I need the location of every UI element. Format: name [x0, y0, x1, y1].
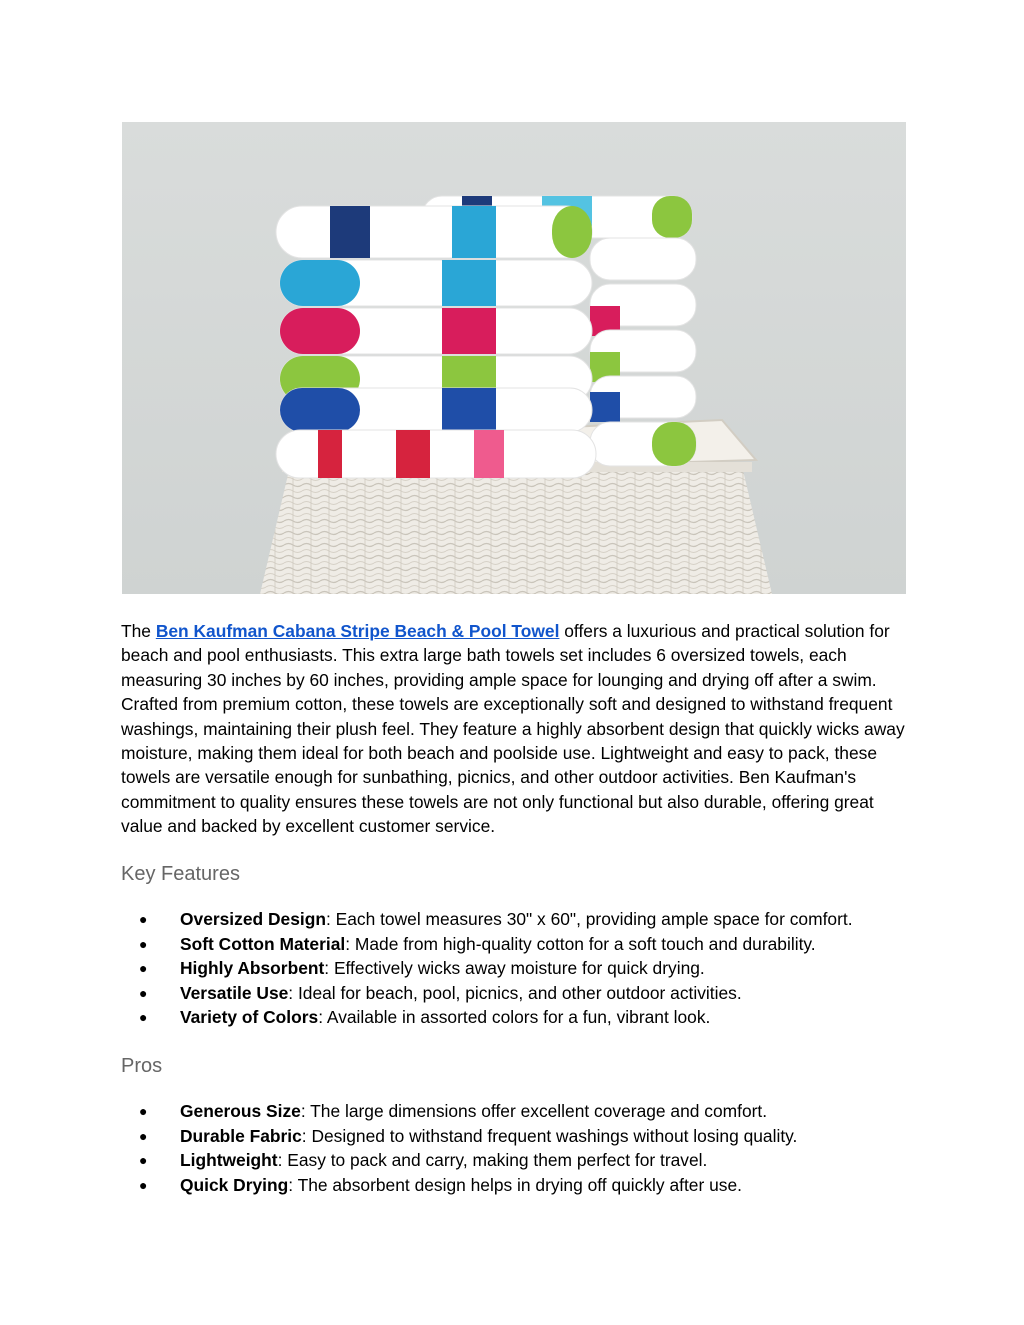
pro-text: : Easy to pack and carry, making them perfect for travel.	[277, 1150, 708, 1170]
feature-text: : Available in assorted colors for a fun, vibrant look.	[318, 1007, 711, 1027]
bullet-icon: ●	[139, 984, 148, 1001]
list-item	[121, 907, 921, 932]
list-item	[121, 981, 921, 1006]
list-item	[121, 1005, 921, 1030]
feature-text: : Ideal for beach, pool, picnics, and other outdoor activities.	[288, 982, 742, 1003]
product-photo	[122, 122, 906, 594]
pro-title: Generous Size	[180, 1101, 301, 1121]
bullet-icon: ●	[139, 911, 148, 927]
pros-heading: Pros	[121, 1055, 163, 1077]
feature-title: Highly Absorbent	[180, 958, 325, 978]
feature-title: Versatile Use	[180, 982, 289, 1003]
list-item	[121, 956, 921, 981]
bullet-icon: ●	[139, 935, 148, 952]
pro-text: : Designed to withstand frequent washings without losing quality.	[301, 1125, 798, 1146]
list-item	[121, 1099, 921, 1124]
product-link[interactable]: Ben Kaufman Cabana Stripe Beach & Pool Towel	[155, 621, 560, 641]
pros-list	[121, 1099, 921, 1197]
feature-text: : Each towel measures 30" x 60", providing ample space for comfort.	[325, 909, 853, 929]
pro-title: Quick Drying	[180, 1174, 289, 1195]
pro-title: Lightweight	[180, 1150, 278, 1170]
feature-title: Soft Cotton Material	[180, 933, 346, 954]
list-item	[121, 1173, 921, 1198]
list-item	[121, 932, 921, 957]
intro-prefix: The	[121, 621, 156, 641]
key-features-list	[121, 907, 921, 1030]
intro-body: offers a luxurious and practical solution for beach and pool enthusiasts. This extra large bath towels set includes 6 oversized towels, each measuring 30 inches by 60 inches, providing ample space for lounging and drying off after a swim. Crafted from premium cotton, these towels are exceptionally soft and designed to withstand frequent washings, maintaining their plush feel. They feature a highly absorbent design that quickly wicks away moisture, making them ideal for both beach and poolside use. Lightweight and easy to pack, these towels are versatile enough for sunbathing, picnics, and other outdoor activities. Ben Kaufman's commitment to quality ensures these towels are not only functional but also durable, offering great value and backed by excellent customer service.	[121, 621, 905, 837]
pro-text: : The large dimensions offer excellent coverage and comfort.	[300, 1101, 768, 1121]
feature-text: : Effectively wicks away moisture for quick drying.	[324, 958, 705, 978]
intro-paragraph	[121, 619, 911, 839]
key-features-heading: Key Features	[121, 863, 240, 885]
bullet-icon: ●	[139, 1127, 148, 1144]
pro-text: : The absorbent design helps in drying off quickly after use.	[288, 1174, 742, 1195]
feature-title: Oversized Design	[180, 909, 326, 929]
bullet-icon: ●	[139, 1176, 148, 1193]
feature-title: Variety of Colors	[180, 1007, 319, 1027]
bullet-icon: ●	[139, 1009, 148, 1025]
pro-title: Durable Fabric	[180, 1125, 302, 1146]
bullet-icon: ●	[139, 960, 148, 976]
list-item	[121, 1148, 921, 1173]
towel-stack-photo-icon	[122, 122, 906, 594]
bullet-icon: ●	[139, 1152, 148, 1168]
feature-text: : Made from high-quality cotton for a soft touch and durability.	[345, 933, 816, 954]
bullet-icon: ●	[139, 1103, 148, 1119]
list-item	[121, 1124, 921, 1149]
